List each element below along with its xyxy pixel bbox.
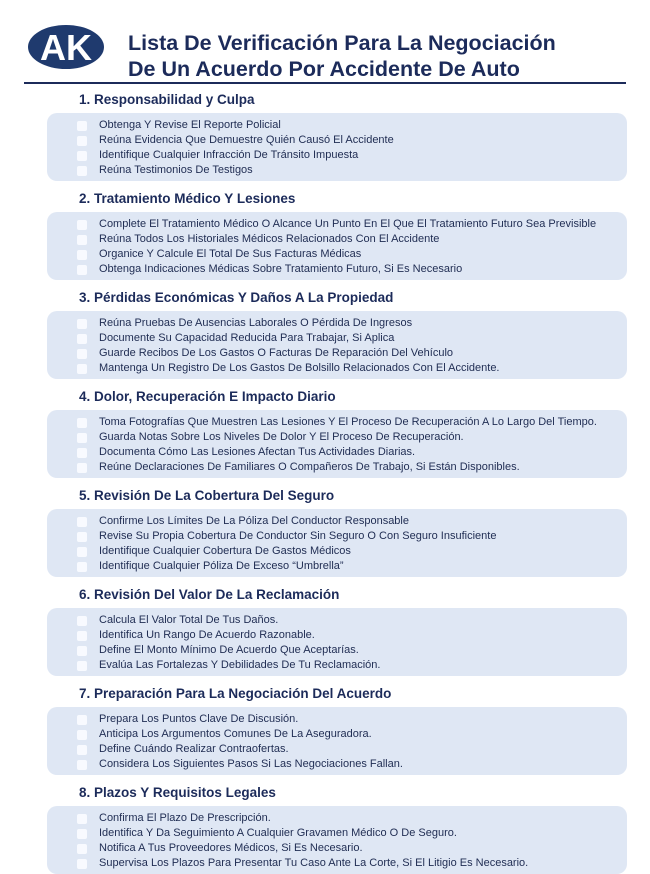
checklist-item-label: Reúna Testimonios De Testigos xyxy=(99,164,253,176)
section-number: 4. xyxy=(79,389,91,404)
section-heading xyxy=(47,91,627,109)
checklist-item xyxy=(47,658,627,673)
checklist-section xyxy=(47,784,627,874)
section-heading xyxy=(47,586,627,604)
checkbox[interactable] xyxy=(77,235,87,245)
checkbox[interactable] xyxy=(77,220,87,230)
company-logo xyxy=(26,22,106,72)
checklist-section xyxy=(47,685,627,775)
checklist-item xyxy=(47,133,627,148)
section-title: Dolor, Recuperación E Impacto Diario xyxy=(94,389,336,404)
section-number: 7. xyxy=(79,686,91,701)
checkbox[interactable] xyxy=(77,844,87,854)
page-header xyxy=(0,0,650,84)
checkbox[interactable] xyxy=(77,760,87,770)
checklist-item xyxy=(47,445,627,460)
checkbox[interactable] xyxy=(77,547,87,557)
checkbox[interactable] xyxy=(77,661,87,671)
checklist-item-label: Documenta Cómo Las Lesiones Afectan Tus Actividades Diarias. xyxy=(99,446,416,458)
checkbox[interactable] xyxy=(77,136,87,146)
section-heading xyxy=(47,388,627,406)
checklist-item xyxy=(47,742,627,757)
section-title: Revisión Del Valor De La Reclamación xyxy=(94,587,340,602)
checkbox[interactable] xyxy=(77,532,87,542)
checkbox[interactable] xyxy=(77,562,87,572)
checklist-item xyxy=(47,148,627,163)
section-heading xyxy=(47,784,627,802)
checklist-item xyxy=(47,856,627,871)
section-title: Responsabilidad y Culpa xyxy=(94,92,255,107)
checklist-item-label: Obtenga Indicaciones Médicas Sobre Tratamiento Futuro, Si Es Necesario xyxy=(99,263,463,275)
checklist-item xyxy=(47,811,627,826)
section-title: Plazos Y Requisitos Legales xyxy=(94,785,276,800)
checklist-box xyxy=(47,806,627,874)
checklist-item-label: Revise Su Propia Cobertura De Conductor Sin Seguro O Con Seguro Insuficiente xyxy=(99,530,497,542)
checklist-item-label: Identifica Y Da Seguimiento A Cualquier Gravamen Médico O De Seguro. xyxy=(99,827,457,839)
checkbox[interactable] xyxy=(77,334,87,344)
checklist-item xyxy=(47,163,627,178)
checklist-item-label: Reúna Evidencia Que Demuestre Quién Causó El Accidente xyxy=(99,134,394,146)
checklist-item-label: Considera Los Siguientes Pasos Si Las Negociaciones Fallan. xyxy=(99,758,403,770)
checklist-item xyxy=(47,544,627,559)
section-title: Tratamiento Médico Y Lesiones xyxy=(94,191,296,206)
page-title xyxy=(128,30,556,82)
checkbox[interactable] xyxy=(77,121,87,131)
checkbox[interactable] xyxy=(77,829,87,839)
checklist-item xyxy=(47,460,627,475)
checklist-section xyxy=(47,586,627,676)
checkbox[interactable] xyxy=(77,631,87,641)
checklist-item xyxy=(47,262,627,277)
checkbox[interactable] xyxy=(77,463,87,473)
checkbox[interactable] xyxy=(77,250,87,260)
checklist-section xyxy=(47,487,627,577)
checklist-item xyxy=(47,757,627,772)
checklist-item-label: Confirme Los Límites De La Póliza Del Conductor Responsable xyxy=(99,515,409,527)
checklist-item-label: Complete El Tratamiento Médico O Alcance Un Punto En El Que El Tratamiento Futuro Sea Previsible xyxy=(99,218,597,230)
section-heading xyxy=(47,685,627,703)
checklist-section xyxy=(47,91,627,181)
checklist-section xyxy=(47,289,627,379)
section-number: 3. xyxy=(79,290,91,305)
section-number: 2. xyxy=(79,191,91,206)
checklist-box xyxy=(47,113,627,181)
checklist-box xyxy=(47,311,627,379)
checklist-item-label: Obtenga Y Revise El Reporte Policial xyxy=(99,119,281,131)
checklist-item-label: Identifica Un Rango De Acuerdo Razonable. xyxy=(99,629,315,641)
checklist-item-label: Identifique Cualquier Infracción De Tránsito Impuesta xyxy=(99,149,359,161)
checklist-item-label: Identifique Cualquier Póliza De Exceso “Umbrella” xyxy=(99,560,344,572)
checklist-item-label: Supervisa Los Plazos Para Presentar Tu Caso Ante La Corte, Si El Litigio Es Necesario. xyxy=(99,857,529,869)
checklist-item-label: Notifica A Tus Proveedores Médicos, Si Es Necesario. xyxy=(99,842,363,854)
checklist-item-label: Define El Monto Mínimo De Acuerdo Que Aceptarías. xyxy=(99,644,359,656)
checklist-item xyxy=(47,232,627,247)
checklist-item-label: Reúna Pruebas De Ausencias Laborales O Pérdida De Ingresos xyxy=(99,317,413,329)
checkbox[interactable] xyxy=(77,715,87,725)
checkbox[interactable] xyxy=(77,730,87,740)
checkbox[interactable] xyxy=(77,319,87,329)
checklist-item-label: Organice Y Calcule El Total De Sus Facturas Médicas xyxy=(99,248,362,260)
section-title: Preparación Para La Negociación Del Acuerdo xyxy=(94,686,392,701)
checklist-item-label: Identifique Cualquier Cobertura De Gastos Médicos xyxy=(99,545,351,557)
section-number: 6. xyxy=(79,587,91,602)
checklist-item-label: Guarde Recibos De Los Gastos O Facturas De Reparación Del Vehículo xyxy=(99,347,454,359)
checklist-item-label: Evalúa Las Fortalezas Y Debilidades De Tu Reclamación. xyxy=(99,659,381,671)
checklist-item xyxy=(47,712,627,727)
section-title: Pérdidas Económicas Y Daños A La Propiedad xyxy=(94,290,394,305)
checklist-item xyxy=(47,361,627,376)
checklist-item xyxy=(47,613,627,628)
section-heading xyxy=(47,190,627,208)
checklist-item xyxy=(47,430,627,445)
checkbox[interactable] xyxy=(77,418,87,428)
checkbox[interactable] xyxy=(77,265,87,275)
checklist-sections xyxy=(47,91,627,874)
checklist-item-label: Documente Su Capacidad Reducida Para Trabajar, Si Aplica xyxy=(99,332,395,344)
checklist-item xyxy=(47,247,627,262)
section-heading xyxy=(47,487,627,505)
checklist-item xyxy=(47,514,627,529)
checklist-item xyxy=(47,559,627,574)
section-heading xyxy=(47,289,627,307)
checkbox[interactable] xyxy=(77,745,87,755)
checklist-box xyxy=(47,608,627,676)
section-number: 1. xyxy=(79,92,91,107)
checklist-box xyxy=(47,410,627,478)
checklist-item-label: Prepara Los Puntos Clave De Discusión. xyxy=(99,713,299,725)
checklist-item xyxy=(47,346,627,361)
title-line-1: Lista De Verificación Para La Negociación xyxy=(128,31,556,55)
checkbox[interactable] xyxy=(77,433,87,443)
checkbox[interactable] xyxy=(77,859,87,869)
checklist-item xyxy=(47,316,627,331)
checklist-item xyxy=(47,826,627,841)
checklist-box xyxy=(47,509,627,577)
section-title: Revisión De La Cobertura Del Seguro xyxy=(94,488,335,503)
checklist-item xyxy=(47,628,627,643)
checklist-item-label: Anticipa Los Argumentos Comunes De La Aseguradora. xyxy=(99,728,372,740)
checklist-item xyxy=(47,415,627,430)
checkbox[interactable] xyxy=(77,448,87,458)
checkbox[interactable] xyxy=(77,646,87,656)
checklist-box xyxy=(47,212,627,280)
checkbox[interactable] xyxy=(77,616,87,626)
checklist-item-label: Reúne Declaraciones De Familiares O Compañeros De Trabajo, Si Están Disponibles. xyxy=(99,461,520,473)
title-line-2: De Un Acuerdo Por Accidente De Auto xyxy=(128,57,520,81)
checklist-item xyxy=(47,331,627,346)
section-number: 8. xyxy=(79,785,91,800)
checklist-item-label: Mantenga Un Registro De Los Gastos De Bolsillo Relacionados Con El Accidente. xyxy=(99,362,500,374)
checklist-item-label: Toma Fotografías Que Muestren Las Lesiones Y El Proceso De Recuperación A Lo Largo Del Tiempo. xyxy=(99,416,597,428)
checklist-item xyxy=(47,217,627,232)
checklist-item xyxy=(47,727,627,742)
checklist-section xyxy=(47,388,627,478)
checkbox[interactable] xyxy=(77,349,87,359)
checkbox[interactable] xyxy=(77,814,87,824)
checklist-item xyxy=(47,643,627,658)
checklist-item xyxy=(47,118,627,133)
checkbox[interactable] xyxy=(77,166,87,176)
checklist-item-label: Confirma El Plazo De Prescripción. xyxy=(99,812,271,824)
checklist-item xyxy=(47,529,627,544)
checkbox[interactable] xyxy=(77,364,87,374)
checklist-section xyxy=(47,190,627,280)
checklist-item-label: Reúna Todos Los Historiales Médicos Relacionados Con El Accidente xyxy=(99,233,440,245)
logo-text: AK xyxy=(40,27,92,68)
checklist-item-label: Calcula El Valor Total De Tus Daños. xyxy=(99,614,279,626)
checklist-item xyxy=(47,841,627,856)
checkbox[interactable] xyxy=(77,151,87,161)
checklist-box xyxy=(47,707,627,775)
checklist-item-label: Define Cuándo Realizar Contraofertas. xyxy=(99,743,289,755)
header-divider xyxy=(24,82,626,84)
checklist-item-label: Guarda Notas Sobre Los Niveles De Dolor Y El Proceso De Recuperación. xyxy=(99,431,464,443)
section-number: 5. xyxy=(79,488,91,503)
checkbox[interactable] xyxy=(77,517,87,527)
